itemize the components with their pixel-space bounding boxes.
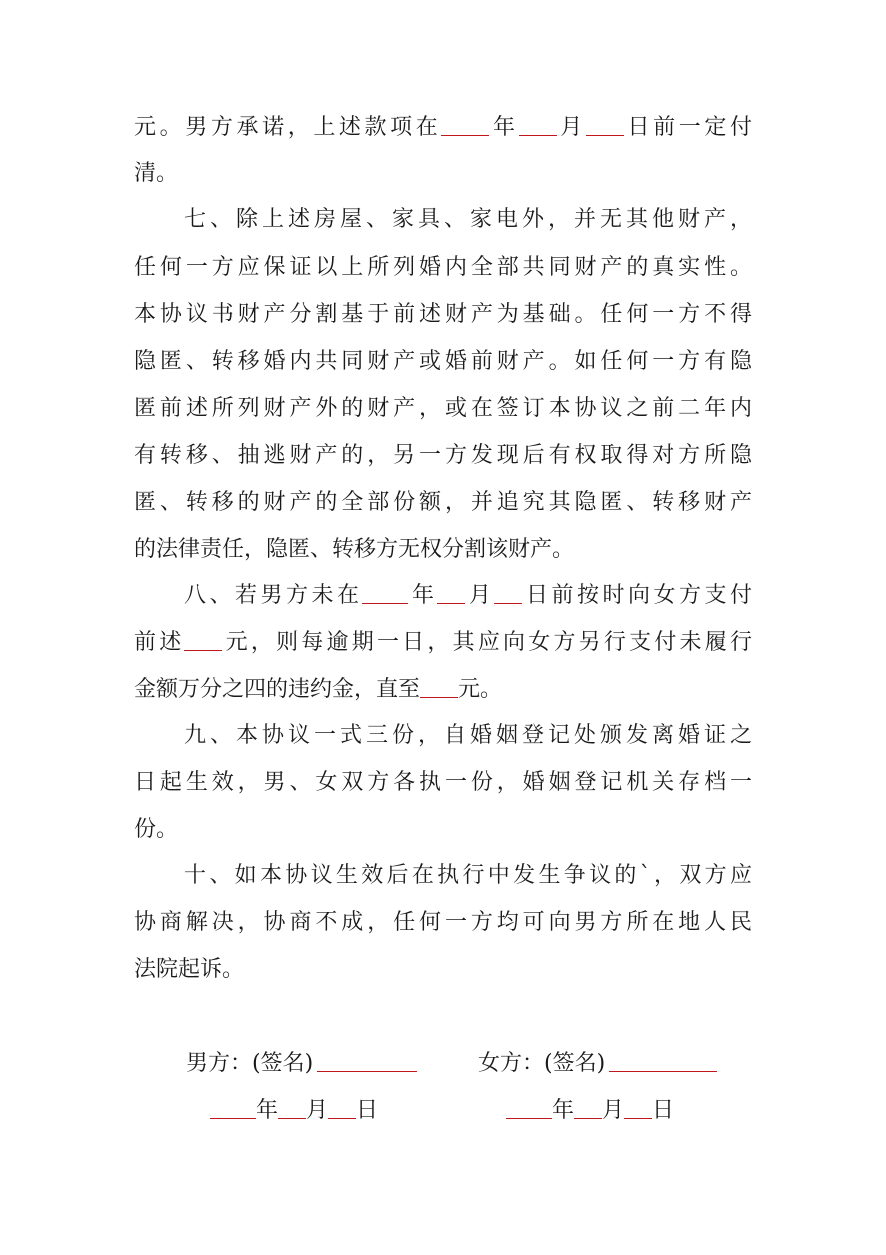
year-blank (210, 1094, 256, 1119)
day-blank (494, 579, 522, 604)
p7-line-3: 本协议书财产分割基于前述财产为基础。任何一方不得 (134, 302, 752, 327)
p8-line-1: 八、若男方未在 年 月 日前按时向女方支付 (184, 578, 752, 614)
p10-line-1: 十、如本协议生效后在执行中发生争议的`，双方应 (184, 863, 752, 888)
year-blank (362, 579, 408, 604)
female-signature (478, 1046, 717, 1082)
month-blank (519, 111, 557, 136)
p10-line-2: 协商解决，协商不成，任何一方均可向男方所在地人民 (134, 910, 752, 935)
female-date: 年 月 日 (506, 1093, 674, 1129)
month-blank (574, 1094, 602, 1119)
amount-blank (420, 673, 458, 698)
p9-line-1: 九、本协议一式三份，自婚姻登记处颁发离婚证之 (184, 723, 752, 748)
amount-blank (184, 626, 222, 651)
p8-line-2: 前述 元，则每逾期一日，其应向女方另行支付未履行 (134, 625, 752, 661)
p9-line-3: 份。 (134, 817, 179, 842)
p6-line-2: 清。 (134, 161, 179, 186)
p8-line-3: 金额万分之四的违约金，直至 元。 (134, 672, 752, 708)
p6-line-1: 元。男方承诺，上述款项在 年 月 日前一定付 (134, 110, 752, 146)
p7-line-4: 隐匿、转移婚内共同财产或婚前财产。如任何一方有隐 (134, 349, 752, 374)
day-blank (586, 111, 624, 136)
male-signature-label: 男方：(签名) (186, 1051, 314, 1076)
month-blank (437, 579, 465, 604)
male-signature-line (317, 1047, 417, 1072)
day-blank (328, 1094, 356, 1119)
p9-line-2: 日起生效，男、女双方各执一份，婚姻登记机关存档一 (134, 770, 752, 795)
female-signature-line (609, 1047, 717, 1072)
male-date: 年 月 日 (210, 1093, 378, 1129)
year-blank (441, 111, 489, 136)
month-blank (278, 1094, 306, 1119)
p7-line-7: 匿、转移的财产的全部份额，并追究其隐匿、转移财产 (134, 490, 752, 515)
day-blank (624, 1094, 652, 1119)
p7-line-5: 匿前述所列财产外的财产，或在签订本协议之前二年内 (134, 396, 752, 421)
p7-line-1: 七、除上述房屋、家具、家电外，并无其他财产， (184, 207, 752, 232)
p7-line-6: 有转移、抽逃财产的，另一方发现后有权取得对方所隐 (134, 443, 752, 468)
male-signature (186, 1046, 417, 1082)
p7-line-2: 任何一方应保证以上所列婚内全部共同财产的真实性。 (134, 255, 752, 280)
p7-line-8: 的法律责任，隐匿、转移方无权分割该财产。 (134, 537, 575, 562)
year-blank (506, 1094, 552, 1119)
female-signature-label: 女方：(签名) (478, 1051, 606, 1076)
p10-line-3: 法院起诉。 (134, 957, 245, 982)
